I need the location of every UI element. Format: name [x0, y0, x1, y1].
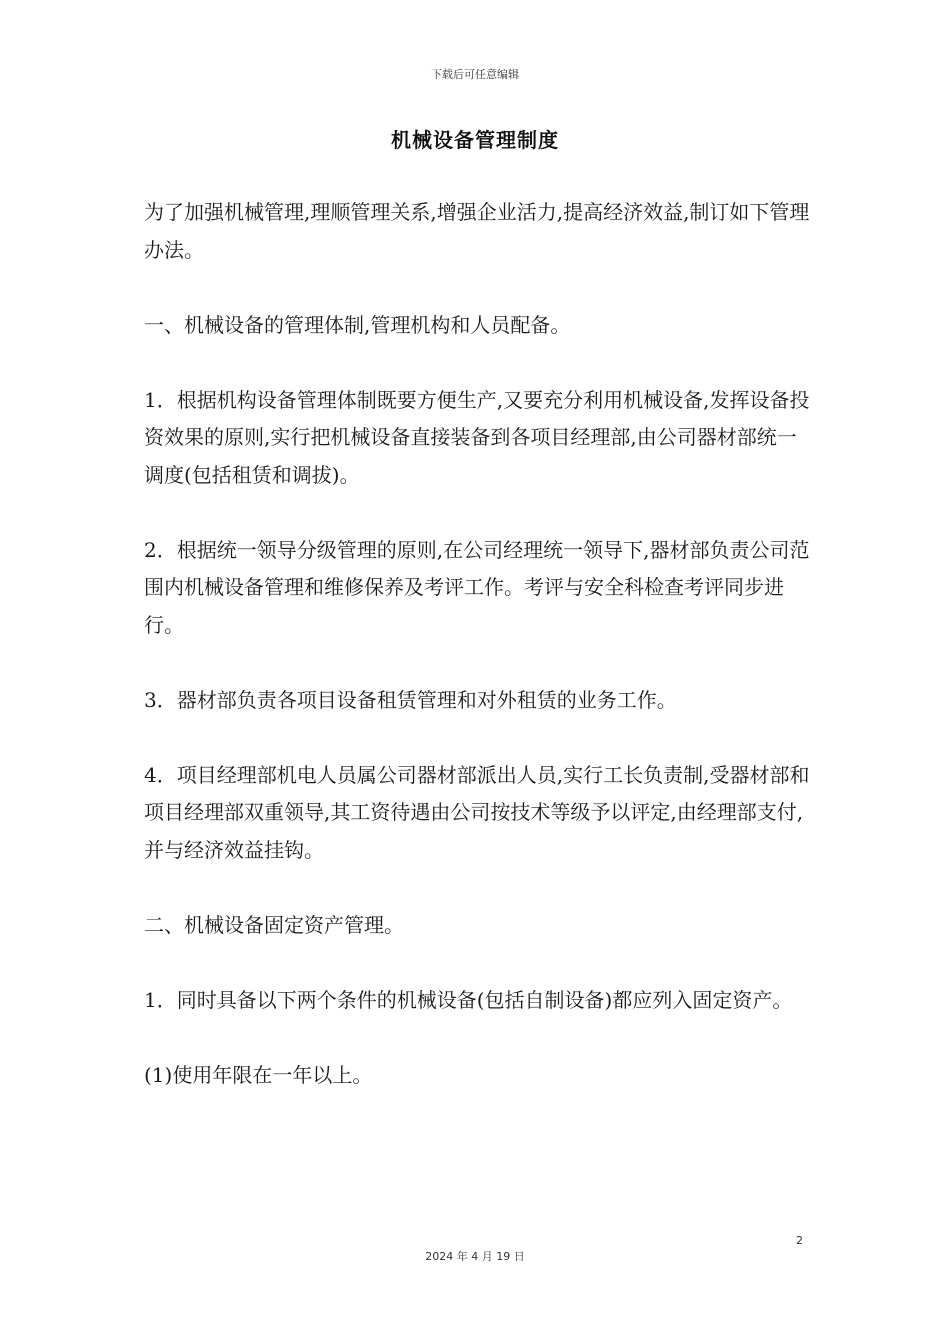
paragraph-2-1: 1．同时具备以下两个条件的机械设备(包括自制设备)都应列入固定资产。	[144, 987, 793, 1012]
section-heading-2: 二、机械设备固定资产管理。	[144, 912, 404, 937]
footer-date: 2024 年 4 月 19 日	[425, 1250, 525, 1263]
paragraph-intro: 为了加强机械管理,理顺管理关系,增强企业活力,提高经济效益,制订如下管理办法。	[144, 200, 810, 262]
paragraph-1-1: 1．根据机构设备管理体制既要方便生产,又要充分利用机械设备,发挥设备投资效果的原则,实行把机械设备直接装备到各项目经理部,由公司器材部统一调度(包括租赁和调拔)。	[144, 387, 810, 487]
page-number: 2	[796, 1234, 803, 1247]
document-title: 机械设备管理制度	[391, 128, 559, 152]
document-body	[144, 194, 810, 1132]
paragraph-1-2: 2．根据统一领导分级管理的原则,在公司经理统一领导下,器材部负责公司范围内机械设备管理和维修保养及考评工作。考评与安全科检查考评同步进行。	[144, 537, 810, 637]
header-note: 下载后可任意编辑	[431, 68, 519, 81]
paragraph-1-4: 4．项目经理部机电人员属公司器材部派出人员,实行工长负责制,受器材部和项目经理部双重领导,其工资待遇由公司按技术等级予以评定,由经理部支付,并与经济效益挂钩。	[144, 762, 810, 862]
paragraph-1-3: 3．器材部负责各项目设备租赁管理和对外租赁的业务工作。	[144, 687, 677, 712]
paragraph-2-1-1: (1)使用年限在一年以上。	[144, 1062, 373, 1087]
section-heading-1: 一、机械设备的管理体制,管理机构和人员配备。	[144, 312, 571, 337]
